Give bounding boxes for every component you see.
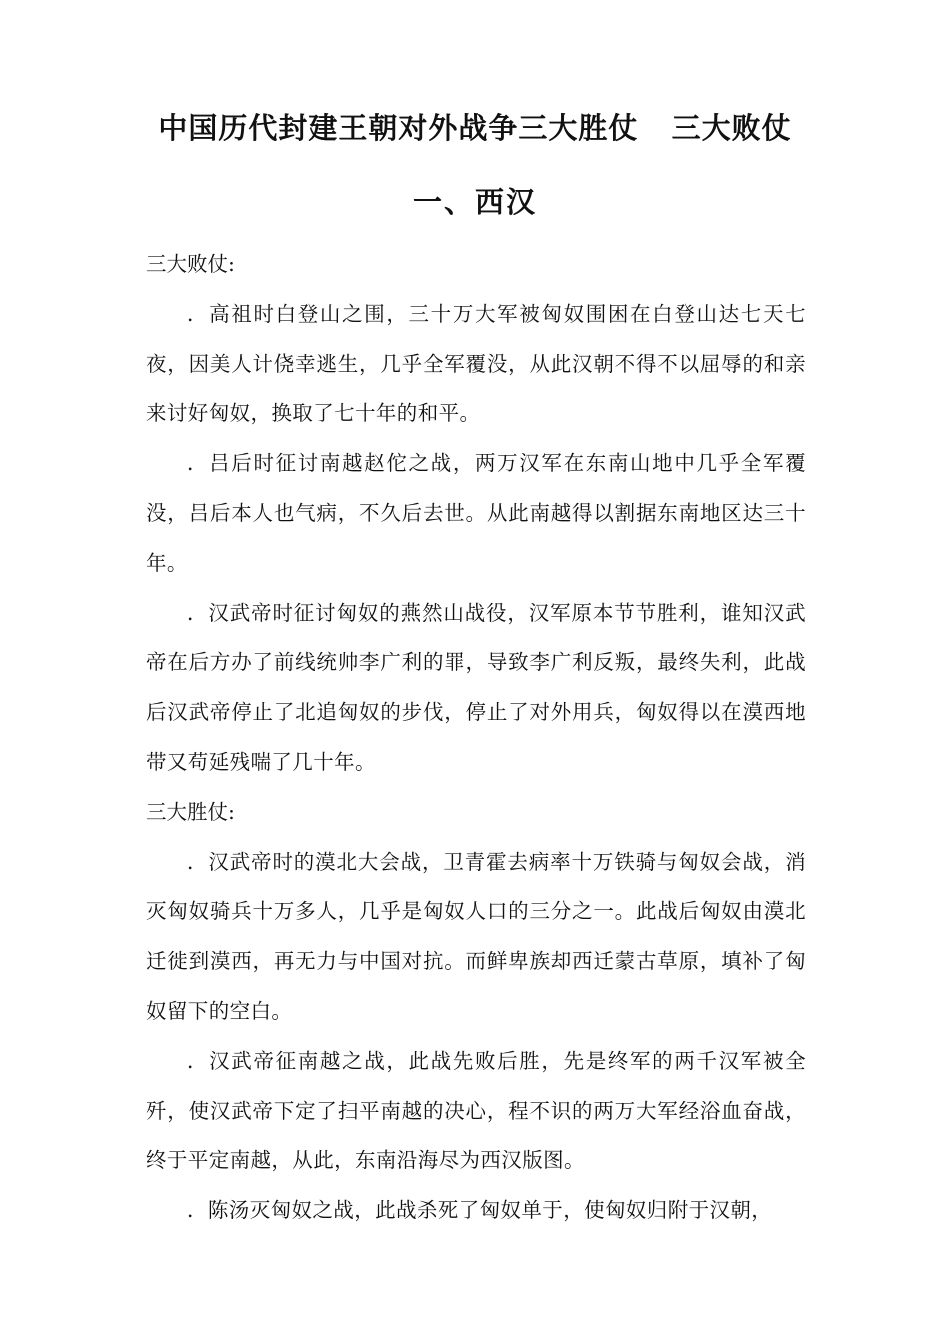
victory-item-1: ．汉武帝时的漠北大会战，卫青霍去病率十万铁骑与匈奴会战，消灭匈奴骑兵十万多人，几乎是匈奴人口的三分之一。此战后匈奴由漠北迁徙到漠西，再无力与中国对抗。而鲜卑族却西迁蒙古草原，填补了匈奴留下的空白。 bbox=[146, 849, 806, 1023]
document-title: 中国历代封建王朝对外战争三大胜仗 三大败仗 bbox=[158, 111, 792, 145]
defeats-heading: 三大败仗: bbox=[146, 252, 235, 276]
defeat-item-2: ．吕后时征讨南越赵佗之战，两万汉军在东南山地中几乎全军覆没，吕后本人也气病，不久后去世。从此南越得以割据东南地区达三十年。 bbox=[146, 451, 806, 575]
defeat-item-1: ．高祖时白登山之围，三十万大军被匈奴围困在白登山达七天七夜，因美人计侥幸逃生，几乎全军覆没，从此汉朝不得不以屈辱的和亲来讨好匈奴，换取了七十年的和平。 bbox=[146, 301, 806, 426]
victory-item-3: ．陈汤灭匈奴之战，此战杀死了匈奴单于，使匈奴归附于汉朝， bbox=[187, 1198, 773, 1223]
defeat-item-3: ．汉武帝时征讨匈奴的燕然山战役，汉军原本节节胜利，谁知汉武帝在后方办了前线统帅李广利的罪，导致李广利反叛，最终失利，此战后汉武帝停止了北追匈奴的步伐，停止了对外用兵，匈奴得以在漠西地带又苟延残喘了几十年。 bbox=[146, 600, 806, 774]
victories-heading: 三大胜仗: bbox=[146, 799, 235, 824]
section-title: 一、西汉 bbox=[412, 185, 537, 219]
document-body bbox=[146, 240, 806, 1236]
victory-item-2: ．汉武帝征南越之战，此战先败后胜，先是终军的两千汉军被全歼，使汉武帝下定了扫平南越的决心，程不识的两万大军经浴血奋战，终于平定南越，从此，东南沿海尽为西汉版图。 bbox=[146, 1048, 806, 1173]
